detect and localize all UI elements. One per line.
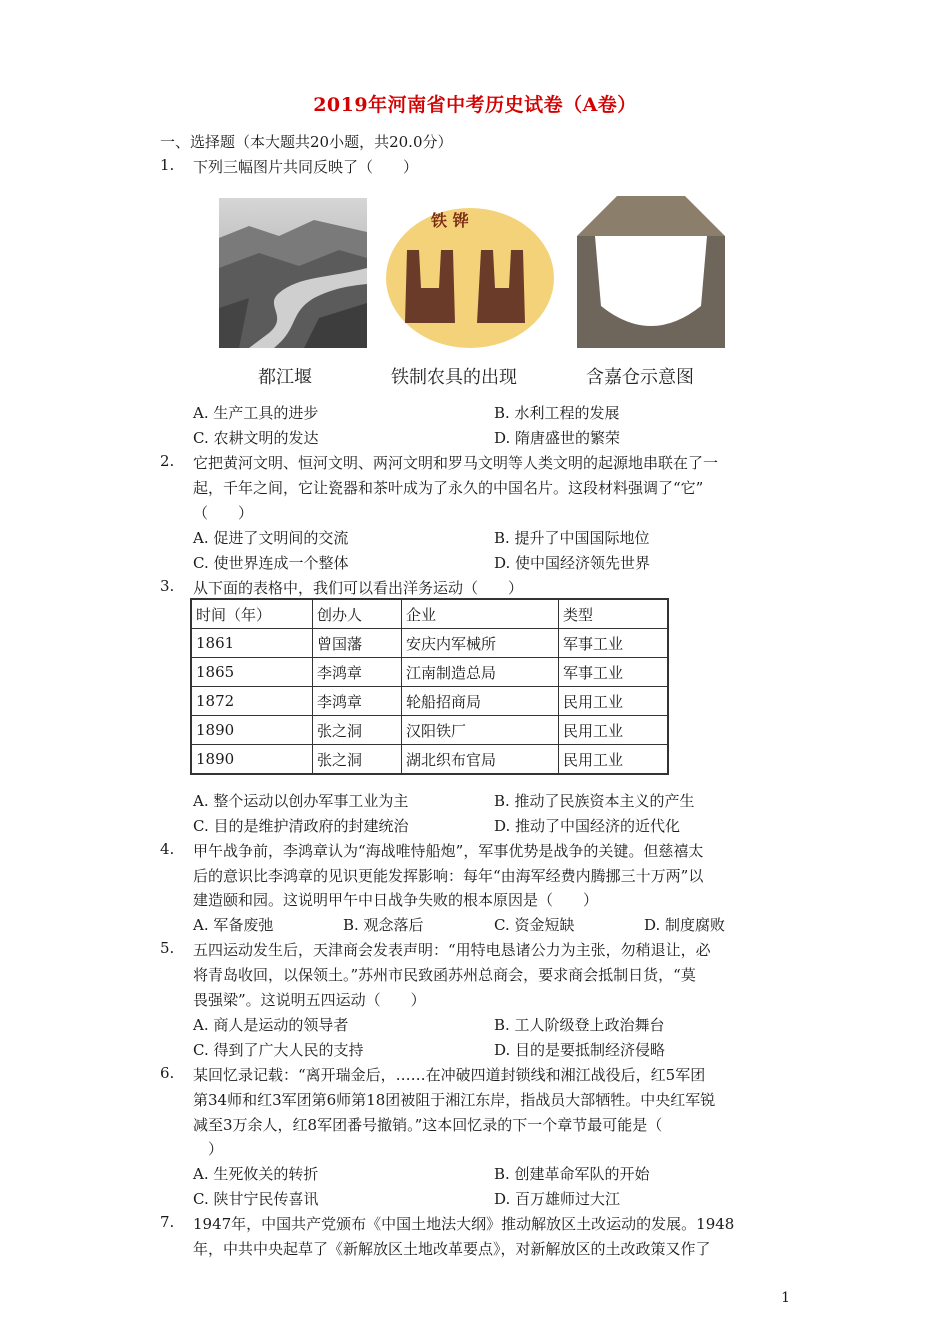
table-cell: 民用工业 [559,745,669,775]
caption-iron-tools: 铁制农具的出现 [391,367,517,388]
table-header: 企业 [402,599,559,629]
question-line: 将青岛收回，以保领土。”苏州市民致函苏州总商会，要求商会抵制日货，“莫 [193,966,696,984]
option-b[interactable]: B. 提升了中国国际地位 [494,529,650,547]
option-b[interactable]: B. 推动了民族资本主义的产生 [494,792,695,810]
question-line: 畏强梁”。这说明五四运动（ ） [193,991,426,1009]
table-cell: 安庆内军械所 [402,629,559,658]
table-row [191,687,668,716]
table-cell: 汉阳铁厂 [402,716,559,745]
table-cell: 1861 [191,629,313,658]
option-b[interactable]: B. 创建革命军队的开始 [494,1165,650,1183]
question-line: 甲午战争前，李鸿章认为“海战唯恃船炮”，军事优势是战争的关键。但慈禧太 [193,842,704,860]
option-d[interactable]: D. 使中国经济领先世界 [494,554,651,572]
table-cell: 张之洞 [313,745,402,775]
option-d[interactable]: D. 推动了中国经济的近代化 [494,817,681,835]
question-line: 后的意识比李鸿章的见识更能发挥影响：每年“由海军经费内腾挪三十万两”以 [193,867,704,885]
option-a[interactable]: A. 生产工具的进步 [193,404,319,422]
question-number: 3. [160,577,175,595]
page-title: 2019年河南省中考历史试卷（A卷） [313,94,637,116]
question-number: 4. [160,840,175,858]
table-row [191,629,668,658]
table-header: 类型 [559,599,669,629]
table-cell: 轮船招商局 [402,687,559,716]
yangwu-table [190,598,669,775]
question-line: 第34师和红3军团第6师第18团被阻于湘江东岸，指战员大部牺牲。中央红军锐 [193,1091,716,1109]
table-cell: 李鸿章 [313,687,402,716]
option-b[interactable]: B. 观念落后 [343,916,424,934]
table-header: 时间（年） [191,599,313,629]
question-number: 2. [160,452,175,470]
option-c[interactable]: C. 陕甘宁民传喜讯 [193,1190,319,1208]
iron-tools-label: 铁 铧 [431,211,469,230]
table-row [191,658,668,687]
question-line: ） [193,1140,224,1158]
option-c[interactable]: C. 农耕文明的发达 [193,429,319,447]
table-cell: 曾国藩 [313,629,402,658]
dujiangyan-photo [219,198,367,348]
table-row [191,716,668,745]
section-heading: 一、选择题（本大题共20小题，共20.0分） [160,133,453,151]
table-header-row [191,599,668,629]
question-line: 1947年，中国共产党颁布《中国土地法大纲》推动解放区土改运动的发展。1948 [193,1215,735,1233]
question-line: 它把黄河文明、恒河文明、两河文明和罗马文明等人类文明的起源地串联在了一 [193,454,719,472]
option-d[interactable]: D. 百万雄师过大江 [494,1190,621,1208]
question-number: 1. [160,156,175,174]
question-number: 6. [160,1064,175,1082]
question-number: 5. [160,939,175,957]
table-cell: 军事工业 [559,658,669,687]
question-line: 起，千年之间，它让瓷器和茶叶成为了永久的中国名片。这段材料强调了“它” [193,479,704,497]
table-cell: 军事工业 [559,629,669,658]
table-cell: 1865 [191,658,313,687]
table-header: 创办人 [313,599,402,629]
question-stem: 从下面的表格中，我们可以看出洋务运动（ ） [193,579,524,597]
question-line: 建造颐和园。这说明甲午中日战争失败的根本原因是（ ） [193,891,599,909]
table-cell: 民用工业 [559,716,669,745]
table-cell: 湖北织布官局 [402,745,559,775]
page-number: 1 [781,1290,790,1306]
option-c[interactable]: C. 使世界连成一个整体 [193,554,349,572]
option-c[interactable]: C. 资金短缺 [494,916,575,934]
option-b[interactable]: B. 水利工程的发展 [494,404,620,422]
option-a[interactable]: A. 生死攸关的转折 [193,1165,319,1183]
question-line: 年，中共中央起草了《新解放区土地改革要点》，对新解放区的土改政策又作了 [193,1240,711,1258]
question-line: 五四运动发生后，天津商会发表声明：“用特电恳诸公力为主张，勿稍退让，必 [193,941,711,959]
table-cell: 1872 [191,687,313,716]
option-d[interactable]: D. 隋唐盛世的繁荣 [494,429,621,447]
option-d[interactable]: D. 制度腐败 [644,916,726,934]
table-cell: 李鸿章 [313,658,402,687]
option-a[interactable]: A. 军备废弛 [193,916,274,934]
question-number: 7. [160,1213,175,1231]
table-cell: 1890 [191,745,313,775]
option-c[interactable]: C. 得到了广大人民的支持 [193,1041,364,1059]
option-b[interactable]: B. 工人阶级登上政治舞台 [494,1016,665,1034]
option-c[interactable]: C. 目的是维护清政府的封建统治 [193,817,409,835]
table-cell: 江南制造总局 [402,658,559,687]
table-row [191,745,668,775]
caption-dujiangyan: 都江堰 [258,367,312,388]
granary-diagram [577,196,725,348]
option-a[interactable]: A. 商人是运动的领导者 [193,1016,349,1034]
iron-tools-photo [385,198,555,348]
question-line: 某回忆录记载：“离开瑞金后，……在冲破四道封锁线和湘江战役后，红5军团 [193,1066,706,1084]
table-cell: 张之洞 [313,716,402,745]
option-a[interactable]: A. 整个运动以创办军事工业为主 [193,792,409,810]
option-a[interactable]: A. 促进了文明间的交流 [193,529,349,547]
table-cell: 民用工业 [559,687,669,716]
question-stem: 下列三幅图片共同反映了（ ） [193,158,419,176]
table-cell: 1890 [191,716,313,745]
question-line: 减至3万余人，红8军团番号撤销。”这本回忆录的下一个章节最可能是（ [193,1116,663,1134]
option-d[interactable]: D. 目的是要抵制经济侵略 [494,1041,666,1059]
caption-granary: 含嘉仓示意图 [586,367,694,388]
question-line: （ ） [193,504,254,522]
